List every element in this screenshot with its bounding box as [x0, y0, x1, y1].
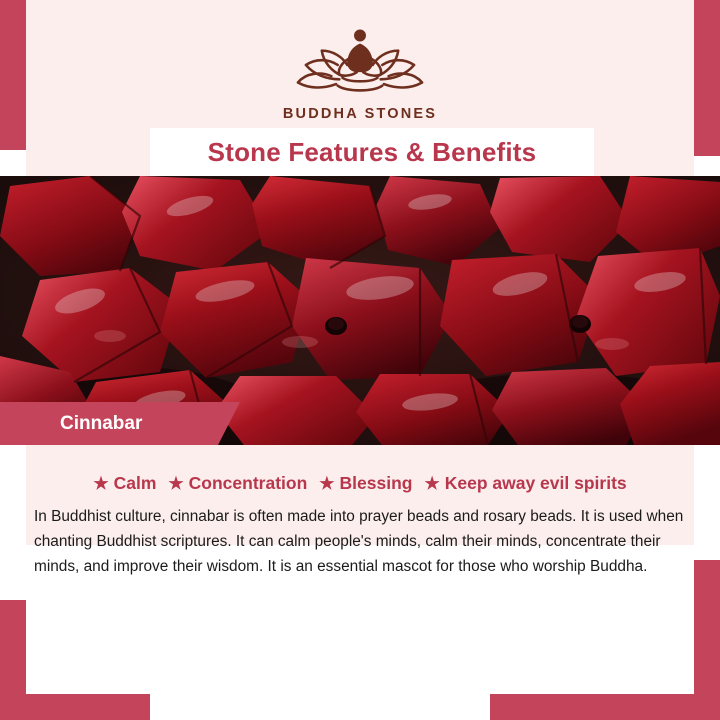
- star-icon: ★: [319, 474, 335, 493]
- frame-corner-bottom-right-horizontal: [490, 694, 720, 720]
- stone-name: Cinnabar: [60, 412, 143, 434]
- star-icon: ★: [93, 474, 109, 493]
- page-title: Stone Features & Benefits: [207, 136, 537, 167]
- stone-name-ribbon: [0, 402, 218, 445]
- frame-corner-bottom-left-horizontal: [0, 694, 150, 720]
- title-banner: [150, 128, 594, 176]
- brand-name: BUDDHA STONES: [282, 106, 438, 122]
- benefit-item: [424, 473, 626, 494]
- brand-logo: [0, 22, 720, 122]
- star-icon: ★: [168, 474, 184, 493]
- benefits-list: [26, 473, 694, 494]
- benefit-item: [168, 473, 307, 494]
- benefit-label: Keep away evil spirits: [444, 473, 627, 493]
- benefit-item: [93, 473, 156, 494]
- benefit-item: [319, 473, 412, 494]
- description-text: In Buddhist culture, cinnabar is often made into prayer beads and rosary beads. It is used when chanting Buddhist scriptures. It can calm people's minds, calm their minds, concentrate their minds, and improve their wisdom. It is an essential mascot for those who worship Buddha.: [34, 508, 684, 575]
- star-icon: ★: [424, 474, 440, 493]
- lotus-buddha-icon: [280, 22, 440, 100]
- benefit-label: Concentration: [188, 473, 308, 493]
- benefit-label: Calm: [113, 473, 157, 493]
- benefit-label: Blessing: [339, 473, 413, 493]
